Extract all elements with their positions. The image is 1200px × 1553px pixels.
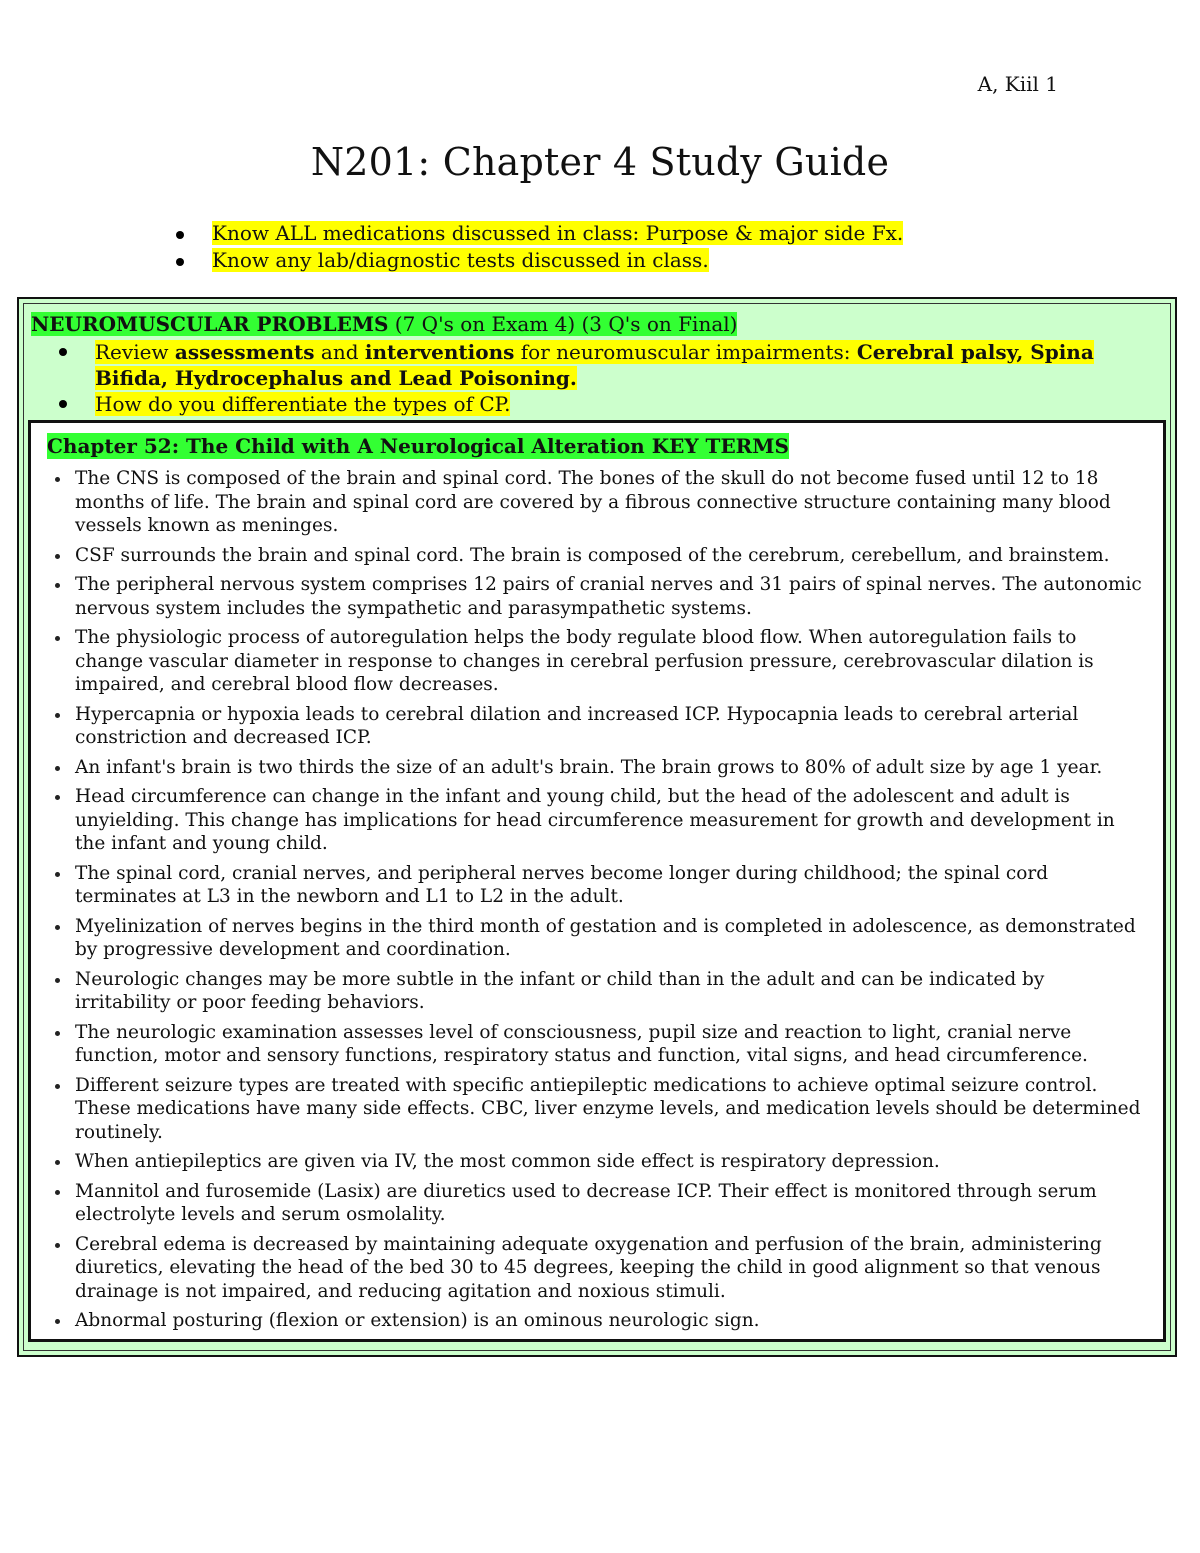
key-term-text: Mannitol and furosemide (Lasix) are diuretics used to decrease ICP. Their effect is monitored through serum electrolyte levels and serum osmolality. xyxy=(75,1180,1097,1225)
key-term-text: Different seizure types are treated with specific antiepileptic medications to achieve optimal seizure control. These medications have many side effects. CBC, liver enzyme levels, and medication levels should be determined routinely. xyxy=(75,1074,1141,1143)
neuromuscular-bullet-list xyxy=(55,339,1125,417)
list-item xyxy=(53,1074,1143,1145)
list-item xyxy=(53,573,1143,620)
bullet-icon xyxy=(55,477,60,482)
bullet-icon xyxy=(55,583,60,588)
key-term-text: Abnormal posturing (flexion or extension) is an ominous neurologic sign. xyxy=(75,1310,760,1331)
key-term-text: Cerebral edema is decreased by maintaining adequate oxygenation and perfusion of the brain, administering diuretics, elevating the head of the bed 30 to 45 degrees, keeping the child in good alignment so that venous drainage is not impaired, and reducing agitation and noxious stimuli. xyxy=(75,1233,1102,1302)
text-run: Review xyxy=(95,340,175,364)
list-item xyxy=(53,703,1143,750)
key-term-text: The physiologic process of autoregulation helps the body regulate blood flow. When autoregulation fails to change vascular diameter in response to changes in cerebral perfusion pressure, cerebrovascular dilation is impaired, and cerebral blood flow decreases. xyxy=(75,627,1094,695)
bullet-icon xyxy=(176,258,184,266)
key-term-text: Head circumference can change in the infant and young child, but the head of the adolescent and adult is unyielding. This change has implications for head circumference measurement for growth and development in the infant and young child. xyxy=(75,786,1115,854)
bullet-icon xyxy=(55,554,60,559)
list-item xyxy=(53,862,1143,909)
bullet-icon xyxy=(176,231,184,239)
key-term-text: The spinal cord, cranial nerves, and peripheral nerves become longer during childhood; the spinal cord terminates at L3 in the newborn and L1 to L2 in the adult. xyxy=(75,862,1049,907)
text-run: How do you differentiate the types of CP. xyxy=(95,392,511,416)
key-term-text: Myelinization of nerves begins in the third month of gestation and is completed in adolescence, as demonstrated by progressive development and coordination. xyxy=(75,915,1136,960)
list-item xyxy=(172,220,903,247)
bullet-icon xyxy=(55,978,60,983)
bullet-text: Know any lab/diagnostic tests discussed in class. xyxy=(212,248,709,272)
text-run: assessments xyxy=(174,340,315,364)
bullet-icon xyxy=(55,1319,60,1324)
key-term-text: Neurologic changes may be more subtle in the infant or child than in the adult and can be indicated by irritability or poor feeding behaviors. xyxy=(75,968,1045,1013)
list-item xyxy=(53,1309,1143,1333)
heading-counts: (7 Q's on Exam 4) (3 Q's on Final) xyxy=(388,312,738,336)
key-term-text: An infant's brain is two thirds the size of an adult's brain. The brain grows to 80% of adult size by age 1 year. xyxy=(75,756,1103,778)
key-term-text: CSF surrounds the brain and spinal cord. The brain is composed of the cerebrum, cerebellum, and brainstem. xyxy=(75,544,1110,566)
list-item xyxy=(55,339,1125,391)
bullet-icon xyxy=(55,1160,60,1165)
bullet-text: Know ALL medications discussed in class: Purpose & major side Fx. xyxy=(212,221,904,245)
bullet-icon xyxy=(55,636,60,641)
text-run: interventions xyxy=(364,340,515,364)
heading-title: NEUROMUSCULAR PROBLEMS xyxy=(31,312,389,336)
bullet-icon xyxy=(55,1084,60,1089)
text-run: Cerebral palsy, Spina Bifida, Hydrocephalus and Lead Poisoning. xyxy=(95,340,1094,390)
key-term-text: The neurologic examination assesses level of consciousness, pupil size and reaction to light, cranial nerve function, motor and sensory functions, respiratory status and function, vital signs, and head circumference. xyxy=(75,1021,1088,1066)
list-item xyxy=(53,1150,1143,1174)
list-item xyxy=(53,1180,1143,1227)
list-item xyxy=(172,247,903,274)
chapter-heading: Chapter 52: The Child with A Neurological Alteration KEY TERMS xyxy=(47,434,789,458)
page-title: N201: Chapter 4 Study Guide xyxy=(310,140,890,184)
bullet-icon xyxy=(55,925,60,930)
list-item xyxy=(53,544,1143,568)
bullet-icon xyxy=(55,1031,60,1036)
key-term-text: Hypercapnia or hypoxia leads to cerebral dilation and increased ICP. Hypocapnia leads to cerebral arterial constriction and decreased ICP. xyxy=(75,703,1079,748)
page-header-author: A, Kiil 1 xyxy=(977,72,1058,96)
key-term-text: The CNS is composed of the brain and spinal cord. The bones of the skull do not become fused until 12 to 18 months of life. The brain and spinal cord are covered by a fibrous connective structure containing many blood vessels known as meninges. xyxy=(75,468,1111,536)
bullet-icon xyxy=(55,1243,60,1248)
bullet-icon xyxy=(55,713,60,718)
list-item xyxy=(55,391,1125,417)
list-item xyxy=(53,1021,1143,1068)
bullet-icon xyxy=(55,795,60,800)
key-term-text: When antiepileptics are given via IV, the most common side effect is respiratory depression. xyxy=(75,1151,940,1172)
bullet-icon xyxy=(55,766,60,771)
list-item xyxy=(53,785,1143,856)
key-term-text: The peripheral nervous system comprises 12 pairs of cranial nerves and 31 pairs of spinal nerves. The autonomic nervous system includes the sympathetic and parasympathetic systems. xyxy=(75,574,1142,619)
list-item xyxy=(53,915,1143,962)
list-item xyxy=(53,1233,1143,1304)
neuromuscular-section xyxy=(17,297,1177,1357)
list-item xyxy=(53,626,1143,697)
top-bullet-list xyxy=(172,220,903,274)
list-item xyxy=(53,756,1143,780)
key-terms-list xyxy=(53,467,1143,1339)
bullet-text xyxy=(95,340,1094,390)
bullet-icon xyxy=(59,348,67,356)
bullet-icon xyxy=(59,400,67,408)
bullet-text xyxy=(95,392,510,416)
section-heading xyxy=(31,311,737,337)
bullet-icon xyxy=(55,1190,60,1195)
list-item xyxy=(53,467,1143,538)
text-run: for neuromuscular impairments: xyxy=(514,340,857,364)
bullet-icon xyxy=(55,872,60,877)
key-terms-box xyxy=(28,420,1166,1342)
list-item xyxy=(53,968,1143,1015)
text-run: and xyxy=(314,340,365,364)
